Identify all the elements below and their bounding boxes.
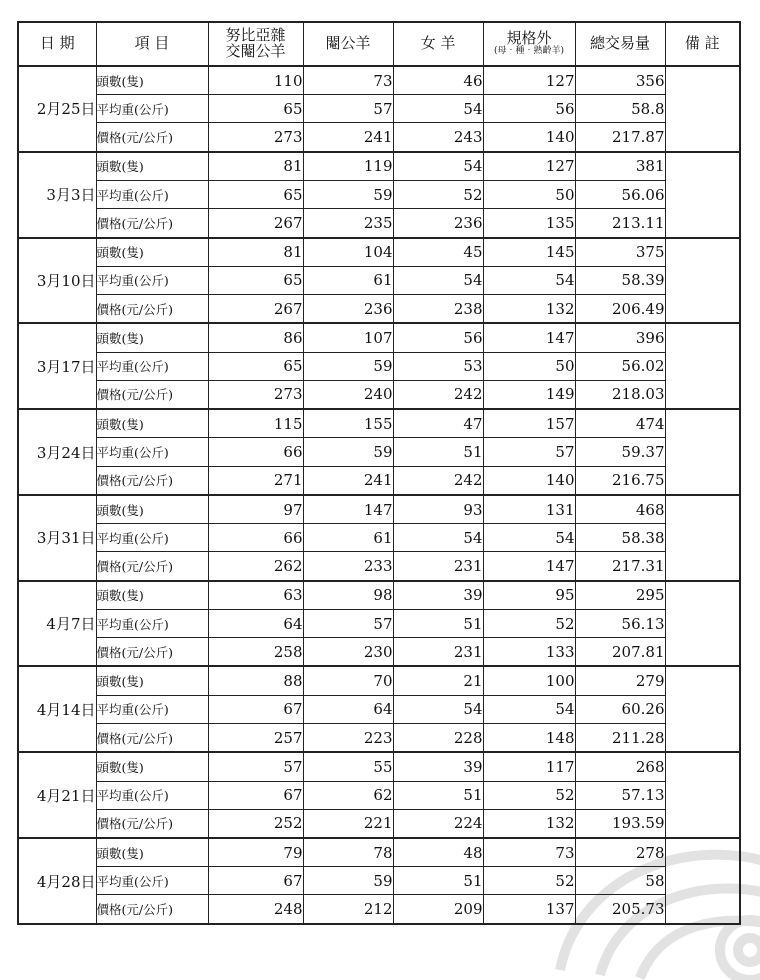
remark-cell [665,409,740,495]
item-label: 頭數(隻) [96,66,208,95]
item-label: 平均重(公斤) [96,524,208,552]
value-cell: 55 [303,752,393,781]
table-row [18,895,740,924]
table-row [18,524,740,552]
value-cell: 81 [208,152,303,181]
value-cell: 258 [208,638,303,667]
table-row [18,352,740,380]
value-cell: 64 [208,610,303,638]
value-cell: 248 [208,895,303,924]
date-cell: 3月3日 [18,152,96,238]
value-cell: 93 [393,495,483,524]
table-row [18,438,740,466]
value-cell: 356 [575,66,665,95]
value-cell: 218.03 [575,380,665,409]
value-cell: 56.02 [575,352,665,380]
value-cell: 54 [393,524,483,552]
item-label: 平均重(公斤) [96,695,208,723]
value-cell: 231 [393,638,483,667]
value-cell: 58 [575,867,665,895]
value-cell: 67 [208,695,303,723]
value-cell: 53 [393,352,483,380]
value-cell: 137 [483,895,575,924]
value-cell: 104 [303,238,393,267]
value-cell: 295 [575,581,665,610]
item-label: 價格(元/公斤) [96,638,208,667]
value-cell: 207.81 [575,638,665,667]
date-cell: 3月17日 [18,323,96,409]
value-cell: 221 [303,809,393,838]
value-cell: 59 [303,352,393,380]
value-cell: 57 [208,752,303,781]
header-offgrade-main: 規格外 [506,29,552,48]
date-cell: 4月7日 [18,581,96,667]
value-cell: 119 [303,152,393,181]
value-cell: 230 [303,638,393,667]
value-cell: 107 [303,323,393,352]
item-label: 價格(元/公斤) [96,723,208,752]
value-cell: 135 [483,209,575,238]
value-cell: 241 [303,123,393,152]
value-cell: 213.11 [575,209,665,238]
remark-cell [665,66,740,152]
value-cell: 79 [208,838,303,867]
item-label: 平均重(公斤) [96,781,208,809]
item-label: 價格(元/公斤) [96,552,208,581]
header-nubian [208,22,303,66]
table-row [18,152,740,181]
value-cell: 193.59 [575,809,665,838]
value-cell: 86 [208,323,303,352]
value-cell: 127 [483,152,575,181]
value-cell: 236 [303,295,393,324]
table-row [18,238,740,267]
value-cell: 54 [393,152,483,181]
value-cell: 52 [393,181,483,209]
value-cell: 51 [393,867,483,895]
value-cell: 54 [393,695,483,723]
value-cell: 62 [303,781,393,809]
value-cell: 57 [303,95,393,123]
value-cell: 267 [208,209,303,238]
value-cell: 95 [483,581,575,610]
value-cell: 147 [483,323,575,352]
remark-cell [665,581,740,667]
table-row [18,123,740,152]
item-label: 頭數(隻) [96,666,208,695]
value-cell: 262 [208,552,303,581]
value-cell: 117 [483,752,575,781]
table-row [18,581,740,610]
value-cell: 70 [303,666,393,695]
value-cell: 56.13 [575,610,665,638]
value-cell: 54 [393,266,483,294]
item-label: 平均重(公斤) [96,352,208,380]
value-cell: 131 [483,495,575,524]
date-cell: 3月31日 [18,495,96,581]
value-cell: 145 [483,238,575,267]
remark-cell [665,666,740,752]
value-cell: 47 [393,409,483,438]
value-cell: 73 [303,66,393,95]
value-cell: 252 [208,809,303,838]
value-cell: 67 [208,867,303,895]
value-cell: 54 [483,266,575,294]
value-cell: 206.49 [575,295,665,324]
value-cell: 240 [303,380,393,409]
table-row [18,323,740,352]
value-cell: 149 [483,380,575,409]
value-cell: 147 [303,495,393,524]
value-cell: 51 [393,438,483,466]
value-cell: 78 [303,838,393,867]
header-total: 總交易量 [575,22,665,66]
item-label: 價格(元/公斤) [96,295,208,324]
value-cell: 147 [483,552,575,581]
value-cell: 61 [303,524,393,552]
item-label: 平均重(公斤) [96,610,208,638]
value-cell: 233 [303,552,393,581]
value-cell: 157 [483,409,575,438]
value-cell: 241 [303,466,393,495]
value-cell: 209 [393,895,483,924]
value-cell: 58.38 [575,524,665,552]
table-row [18,638,740,667]
value-cell: 66 [208,524,303,552]
value-cell: 212 [303,895,393,924]
value-cell: 228 [393,723,483,752]
value-cell: 155 [303,409,393,438]
value-cell: 57.13 [575,781,665,809]
value-cell: 243 [393,123,483,152]
value-cell: 64 [303,695,393,723]
table-row [18,867,740,895]
table-row [18,181,740,209]
item-label: 價格(元/公斤) [96,895,208,924]
table-row [18,66,740,95]
value-cell: 231 [393,552,483,581]
value-cell: 56.06 [575,181,665,209]
value-cell: 45 [393,238,483,267]
value-cell: 242 [393,380,483,409]
date-cell: 4月21日 [18,752,96,838]
value-cell: 65 [208,352,303,380]
date-cell: 4月28日 [18,838,96,924]
value-cell: 133 [483,638,575,667]
value-cell: 65 [208,181,303,209]
header-female: 女 羊 [393,22,483,66]
value-cell: 52 [483,781,575,809]
header-item: 項 目 [96,22,208,66]
value-cell: 97 [208,495,303,524]
value-cell: 468 [575,495,665,524]
item-label: 平均重(公斤) [96,266,208,294]
item-label: 價格(元/公斤) [96,209,208,238]
value-cell: 39 [393,752,483,781]
value-cell: 257 [208,723,303,752]
value-cell: 273 [208,123,303,152]
item-label: 平均重(公斤) [96,867,208,895]
value-cell: 279 [575,666,665,695]
value-cell: 21 [393,666,483,695]
header-date: 日 期 [18,22,96,66]
value-cell: 205.73 [575,895,665,924]
value-cell: 54 [393,95,483,123]
header-offgrade-sub: (母‧種‧熟齡羊) [493,46,565,57]
value-cell: 132 [483,295,575,324]
item-label: 頭數(隻) [96,152,208,181]
value-cell: 115 [208,409,303,438]
value-cell: 375 [575,238,665,267]
value-cell: 54 [483,695,575,723]
value-cell: 396 [575,323,665,352]
value-cell: 48 [393,838,483,867]
table-row [18,409,740,438]
item-label: 頭數(隻) [96,581,208,610]
value-cell: 51 [393,610,483,638]
value-cell: 132 [483,809,575,838]
header-row [18,22,740,66]
goat-trading-table [17,21,741,925]
value-cell: 110 [208,66,303,95]
value-cell: 224 [393,809,483,838]
value-cell: 223 [303,723,393,752]
value-cell: 60.26 [575,695,665,723]
value-cell: 235 [303,209,393,238]
item-label: 頭數(隻) [96,323,208,352]
header-nubian-line1: 努比亞雜 [225,26,286,45]
value-cell: 238 [393,295,483,324]
value-cell: 127 [483,66,575,95]
header-castrated: 閹公羊 [303,22,393,66]
value-cell: 268 [575,752,665,781]
value-cell: 211.28 [575,723,665,752]
remark-cell [665,152,740,238]
table-row [18,695,740,723]
table-row [18,838,740,867]
value-cell: 271 [208,466,303,495]
value-cell: 381 [575,152,665,181]
value-cell: 61 [303,266,393,294]
item-label: 價格(元/公斤) [96,123,208,152]
table-row [18,809,740,838]
table-row [18,209,740,238]
value-cell: 73 [483,838,575,867]
header-remarks: 備 註 [665,22,740,66]
value-cell: 67 [208,781,303,809]
value-cell: 98 [303,581,393,610]
table-row [18,752,740,781]
value-cell: 58.39 [575,266,665,294]
item-label: 頭數(隻) [96,752,208,781]
value-cell: 63 [208,581,303,610]
value-cell: 242 [393,466,483,495]
value-cell: 56 [393,323,483,352]
value-cell: 50 [483,181,575,209]
value-cell: 56 [483,95,575,123]
value-cell: 267 [208,295,303,324]
item-label: 平均重(公斤) [96,95,208,123]
table-row [18,266,740,294]
table-row [18,666,740,695]
table-row [18,723,740,752]
table-row [18,781,740,809]
remark-cell [665,838,740,924]
date-cell: 3月24日 [18,409,96,495]
value-cell: 57 [483,438,575,466]
value-cell: 65 [208,95,303,123]
remark-cell [665,323,740,409]
item-label: 頭數(隻) [96,838,208,867]
table-row [18,295,740,324]
value-cell: 148 [483,723,575,752]
item-label: 頭數(隻) [96,238,208,267]
table-row [18,466,740,495]
value-cell: 273 [208,380,303,409]
item-label: 平均重(公斤) [96,438,208,466]
table-row [18,95,740,123]
value-cell: 59.37 [575,438,665,466]
value-cell: 88 [208,666,303,695]
value-cell: 217.31 [575,552,665,581]
value-cell: 52 [483,610,575,638]
value-cell: 474 [575,409,665,438]
value-cell: 46 [393,66,483,95]
table-row [18,610,740,638]
table-row [18,552,740,581]
value-cell: 140 [483,466,575,495]
value-cell: 236 [393,209,483,238]
value-cell: 51 [393,781,483,809]
value-cell: 57 [303,610,393,638]
item-label: 頭數(隻) [96,409,208,438]
date-cell: 2月25日 [18,66,96,152]
table-row [18,495,740,524]
item-label: 價格(元/公斤) [96,809,208,838]
remark-cell [665,495,740,581]
value-cell: 65 [208,266,303,294]
item-label: 價格(元/公斤) [96,380,208,409]
value-cell: 52 [483,867,575,895]
date-cell: 4月14日 [18,666,96,752]
item-label: 頭數(隻) [96,495,208,524]
value-cell: 100 [483,666,575,695]
header-nubian-line2: 交閹公羊 [225,42,286,60]
value-cell: 50 [483,352,575,380]
value-cell: 39 [393,581,483,610]
remark-cell [665,238,740,324]
remark-cell [665,752,740,838]
item-label: 價格(元/公斤) [96,466,208,495]
item-label: 平均重(公斤) [96,181,208,209]
value-cell: 140 [483,123,575,152]
header-offgrade [483,22,575,66]
value-cell: 81 [208,238,303,267]
value-cell: 217.87 [575,123,665,152]
value-cell: 278 [575,838,665,867]
value-cell: 54 [483,524,575,552]
table-row [18,380,740,409]
value-cell: 59 [303,181,393,209]
value-cell: 58.8 [575,95,665,123]
value-cell: 216.75 [575,466,665,495]
date-cell: 3月10日 [18,238,96,324]
value-cell: 59 [303,867,393,895]
value-cell: 59 [303,438,393,466]
value-cell: 66 [208,438,303,466]
